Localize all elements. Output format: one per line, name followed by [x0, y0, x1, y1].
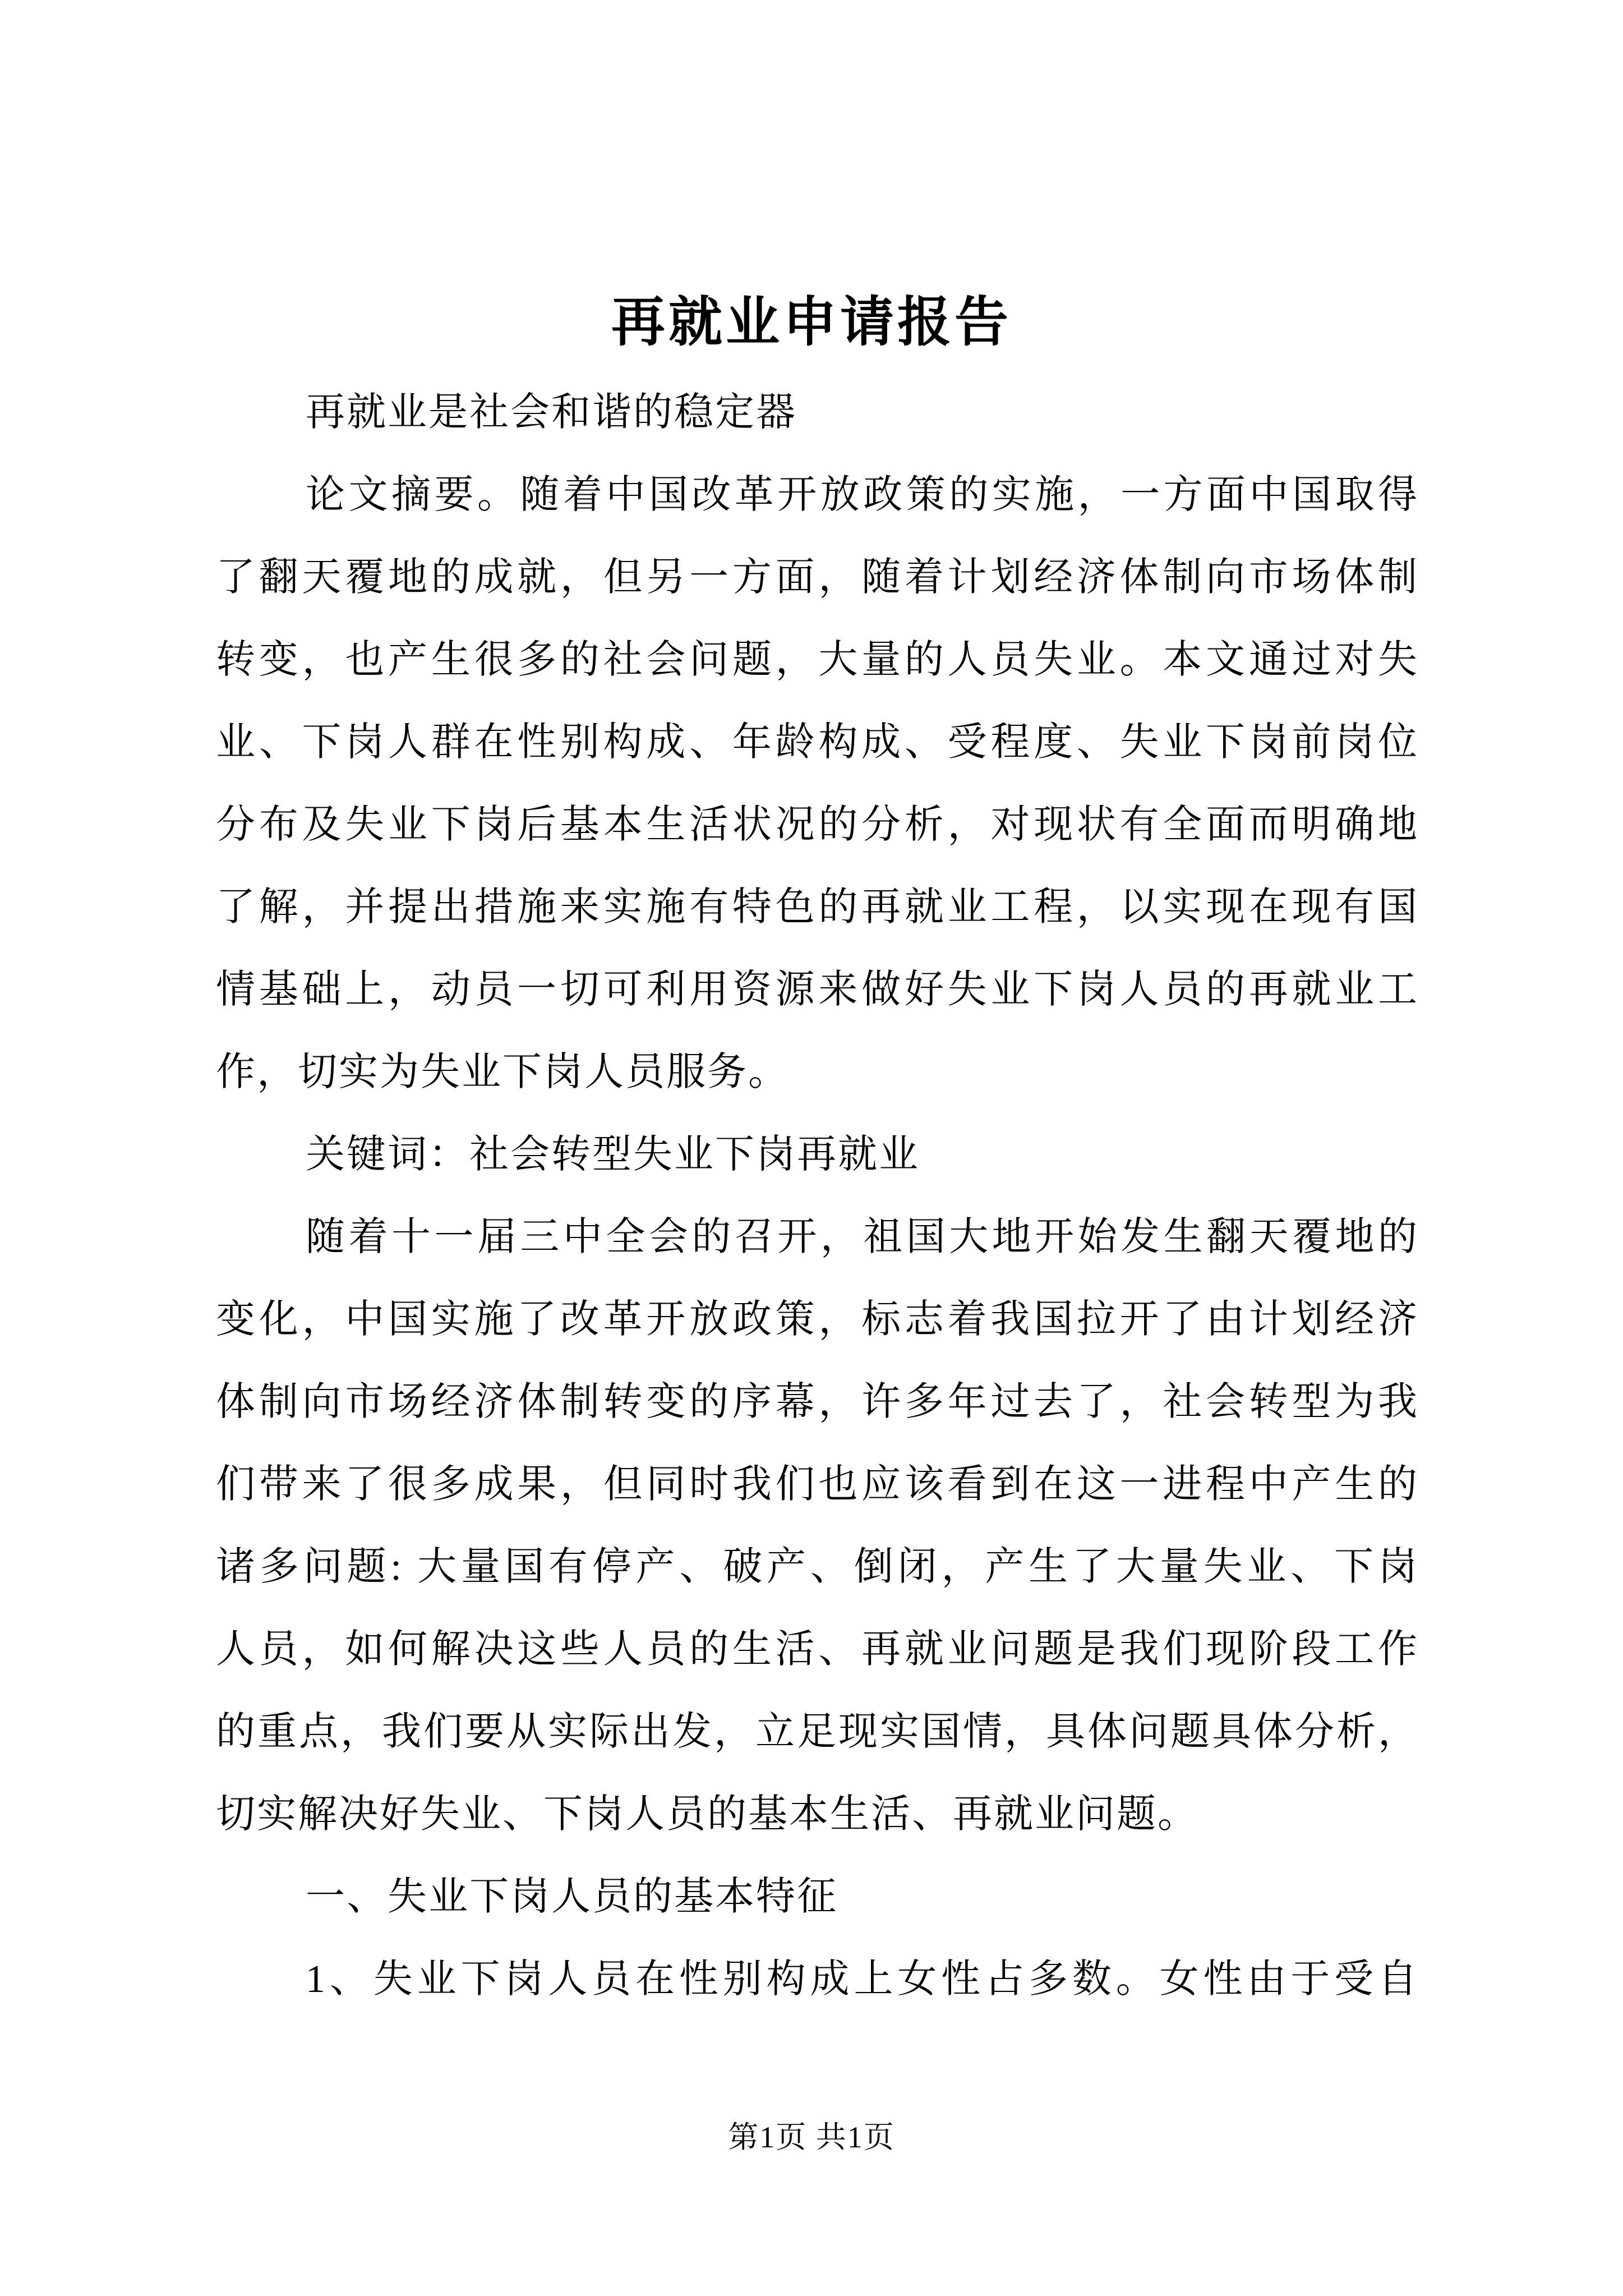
document-line: 再就业是社会和谐的稳定器 [306, 391, 797, 434]
document-line: 了翻天覆地的成就，但另一方面，随着计划经济体制向市场体制 [216, 556, 1419, 599]
document-line: 随着十一届三中全会的召开，祖国大地开始发生翻天覆地的 [306, 1216, 1419, 1259]
document-line: 切实解决好失业、下岗人员的基本生活、再就业问题。 [216, 1793, 1198, 1836]
document-line: 一、失业下岗人员的基本特征 [306, 1875, 838, 1918]
document-line: 变化，中国实施了改革开放政策，标志着我国拉开了由计划经济 [216, 1298, 1419, 1341]
document-line: 作，切实为失业下岗人员服务。 [216, 1051, 789, 1094]
document-line: 人员，如何解决这些人员的生活、再就业问题是我们现阶段工作 [216, 1628, 1419, 1671]
document-line: 诸多问题: 大量国有停产、破产、倒闭，产生了大量失业、下岗 [216, 1545, 1419, 1589]
document-line: 们带来了很多成果，但同时我们也应该看到在这一进程中产生的 [216, 1463, 1419, 1506]
document-line: 转变，也产生很多的社会问题，大量的人员失业。本文通过对失 [216, 638, 1419, 682]
document-line: 分布及失业下岗后基本生活状况的分析，对现状有全面而明确地 [216, 803, 1419, 846]
document-line: 1、失业下岗人员在性别构成上女性占多数。女性由于受自 [306, 1958, 1419, 2001]
document-line: 业、下岗人群在性别构成、年龄构成、受程度、失业下岗前岗位 [216, 721, 1419, 764]
document-line: 的重点，我们要从实际出发，立足现实国情，具体问题具体分析， [216, 1710, 1419, 1754]
document-line: 关键词：社会转型失业下岗再就业 [306, 1133, 920, 1176]
document-line: 论文摘要。随着中国改革开放政策的实施，一方面中国取得 [306, 473, 1419, 517]
document-line: 了解，并提出措施来实施有特色的再就业工程，以实现在现有国 [216, 886, 1419, 929]
document-line: 情基础上，动员一切可利用资源来做好失业下岗人员的再就业工 [216, 968, 1419, 1011]
document-line: 体制向市场经济体制转变的序幕，许多年过去了，社会转型为我 [216, 1381, 1419, 1424]
document-body [216, 371, 1419, 2021]
page-number-footer: 第1页 共1页 [728, 2120, 895, 2154]
document-title: 再就业申请报告 [611, 292, 1012, 352]
